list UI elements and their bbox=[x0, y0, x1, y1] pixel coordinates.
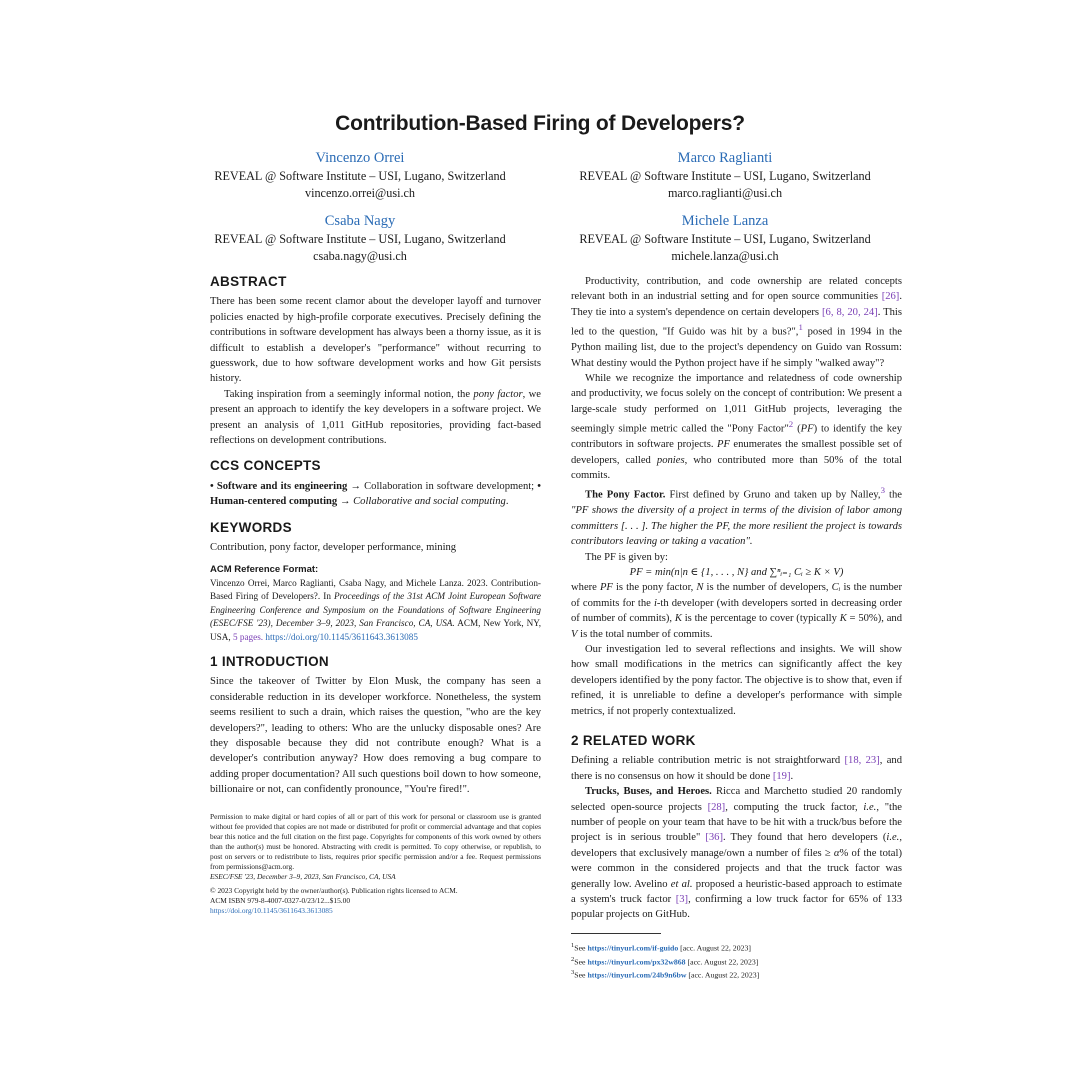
author-block bbox=[170, 148, 550, 202]
investigation-paragraph: Our investigation led to several reflections and insights. We will show how small modifications in the metrics can significantly affect the key developers identified by the pony factor. The objective is to show that, even if refined, it is unreliable to define a developer's performance with simple metrics, if not properly contextualized. bbox=[571, 643, 902, 717]
pony-factor-paragraph: The Pony Factor. First defined by Gruno and taken up by Nalley,$^3$ the "PF shows the diversity of a project in terms of the division of labor among committers [. . . ]. The higher the PF, the more resilient the project is towards contributors leaving or taking a vacation". bbox=[571, 485, 902, 548]
citation-link[interactable]: [26] bbox=[881, 291, 900, 303]
introduction-paragraph: Since the takeover of Twitter by Elon Musk, the company has seen a considerable reduction in its developer workforce. Nonetheless, the system seems resilient to such a drain, which raises the question, "who are the key developers?", leading to others: Who are the unlucky disposable ones? Are they disposable because they did not contribute enough? What is a developer's contribution anyway? How does removing a bug compare to adding proper documentation? All such questions boil down to how someone, billionaire or not, can confidently pronounce, "You're fired!". bbox=[210, 676, 541, 796]
introduction-heading: 1 INTRODUCTION bbox=[210, 653, 329, 669]
author-email[interactable]: marco.raglianti@usi.ch bbox=[667, 186, 783, 200]
footnote-marker[interactable]: 1 bbox=[798, 322, 803, 333]
author-affiliation: REVEAL @ Software Institute – USI, Lugano, Switzerland bbox=[579, 169, 871, 183]
citation-link[interactable]: [28] bbox=[707, 801, 726, 813]
footnote-marker[interactable]: 3 bbox=[880, 485, 885, 496]
left-column bbox=[210, 274, 541, 916]
author-name[interactable]: Marco Raglianti bbox=[677, 150, 773, 166]
footnote-link[interactable]: https://tinyurl.com/px32w868 bbox=[587, 957, 686, 967]
trucks-paragraph: Trucks, Buses, and Heroes. Ricca and Marchetto studied 20 randomly selected open-source projects [28], computing the truck factor, i.e., "the number of people on your team that have to be hit with a truck/bus before the project is in serious trouble" [36]. They found that hero developers (i.e., developers that exclusively manage/own a number of files ≥ α% of the total) were common in the considered projects and that the truck factor was generally low. Avelino et al. proposed a heuristic-based approach to estimate a system's truck factor [3], confirming a low truck factor for 65% of 133 popular projects on GitHub. bbox=[571, 786, 903, 921]
citation-link[interactable]: [6, 8, 20, 24] bbox=[822, 306, 878, 318]
citation-link[interactable]: [3] bbox=[675, 894, 689, 906]
doi-link[interactable]: https://doi.org/10.1145/3611643.3613085 bbox=[265, 631, 418, 642]
acm-reference: Vincenzo Orrei, Marco Raglianti, Csaba Nagy, and Michele Lanza. 2023. Contribution-Based Firing of Developers?. In Proceedings of the 31st ACM Joint European Software Engineering Conference and Symposium on the Foundations of Software Engineering (ESEC/FSE '23), December 3–9, 2023, San Francisco, CA, USA. ACM, New York, NY, USA, 5 pages. https://doi.org/10.1145/3611643.3613085 bbox=[210, 577, 541, 642]
intro-continued-paragraph: Productivity, contribution, and code ownership are related concepts relevant both in an industrial setting and for open source communities [26]. They tie into a system's dependence on certain developers [6, 8, 20, 24]. This led to the question, "If Guido was hit by a bus?",$^1$ posed in 1994 in the Python mailing list, due to the project's dependency on Guido van Rossum: What destiny would the Python project have if he simply "walked away"? bbox=[571, 276, 902, 369]
author-email[interactable]: michele.lanza@usi.ch bbox=[671, 249, 779, 263]
author-affiliation: REVEAL @ Software Institute – USI, Lugano, Switzerland bbox=[579, 232, 871, 246]
intro-continued-paragraph: While we recognize the importance and relatedness of code ownership and productivity, we focus solely on the concept of contribution: We present a large-scale study performed on 1,011 GitHub projects, leveraging the seemingly simple metric called the "Pony Factor"$^2$ (PF) to identify the key contributors in software projects. PF enumerates the smallest possible set of developers, called ponies, who contributed more than 50% of the total commits. bbox=[571, 372, 903, 481]
author-name[interactable]: Csaba Nagy bbox=[324, 213, 396, 229]
related-work-paragraph: Defining a reliable contribution metric is not straightforward [18, 23], and there is no consensus on how it should be done [19]. bbox=[571, 755, 903, 782]
ccs-concepts: • Software and its engineering → Collaboration in software development; • Human-centered computing → Collaborative and social computing. bbox=[210, 480, 541, 508]
acm-reference-heading: ACM Reference Format: bbox=[210, 563, 319, 575]
ccs-heading: CCS CONCEPTS bbox=[210, 458, 321, 474]
keywords-heading: KEYWORDS bbox=[210, 519, 292, 535]
author-affiliation: REVEAL @ Software Institute – USI, Lugano, Switzerland bbox=[214, 169, 506, 183]
abstract-paragraph: Taking inspiration from a seemingly informal notion, the pony factor, we present an approach to identify the key developers in a software project. We present an analysis of 1,011 GitHub repositories, providing fact-based reflections on development contributions. bbox=[210, 388, 542, 447]
author-name[interactable]: Vincenzo Orrei bbox=[315, 150, 405, 166]
author-block bbox=[535, 211, 915, 265]
author-name[interactable]: Michele Lanza bbox=[681, 213, 769, 229]
footnote-marker[interactable]: 2 bbox=[788, 419, 794, 430]
related-work-heading: 2 RELATED WORK bbox=[571, 732, 696, 748]
footnote-link[interactable]: https://tinyurl.com/if-guido bbox=[587, 943, 679, 953]
formula-intro: The PF is given by: bbox=[585, 551, 668, 563]
author-email[interactable]: csaba.nagy@usi.ch bbox=[313, 249, 407, 263]
footnote: $^1$See https://tinyurl.com/if-guido [acc. August 22, 2023] bbox=[571, 941, 751, 953]
pony-factor-formula: PF = min(n|n ∈ {1, . . . , N} and ∑ⁿᵢ₌₁ Cᵢ ≥ K × V) bbox=[629, 566, 844, 578]
author-block bbox=[535, 148, 915, 202]
footnote: $^3$See https://tinyurl.com/24b9n6bw [acc. August 22, 2023] bbox=[571, 969, 760, 981]
abstract-paragraph: There has been some recent clamor about the developer layoff and turnover policies enacted by high-profile corporate executives. Precisely defining the contributions in software development has always been a thorny issue, as it is difficult to establish a developer's "performance" without recurring to guesswork, due to how software development works and how Git persists history. bbox=[210, 296, 541, 385]
right-column bbox=[571, 274, 902, 981]
permission-doi-link[interactable]: https://doi.org/10.1145/3611643.3613085 bbox=[210, 905, 333, 915]
footnotes bbox=[571, 940, 902, 981]
author-affiliation: REVEAL @ Software Institute – USI, Lugano, Switzerland bbox=[214, 232, 506, 246]
footnote-link[interactable]: https://tinyurl.com/24b9n6bw bbox=[587, 971, 687, 981]
citation-link[interactable]: [18, 23] bbox=[844, 755, 880, 767]
permission-notice: Permission to make digital or hard copies of all or part of this work for personal or classroom use is granted without fee provided that copies are not made or distributed for profit or commercial advantage and that copies bear this notice and the full citation on the first page. Copyrights for components of this work owned by others than the author(s) must be honored. Abstracting with credit is permitted. To copy otherwise, or republish, to post on servers or to redistribute to lists, requires prior specific permission and/or a fee. Request permissions from permissions@acm.org. ESEC/FSE '23, December 3–9, 2023, San Francisco, CA, USA © 2023 Copyright held by the owner/author(s). Publication rights licensed to ACM. ACM ISBN 979-8-4007-0327-0/23/12...$15.00 https://doi.org/10.1145/3611643.3613085 bbox=[210, 811, 541, 915]
paper-title: Contribution-Based Firing of Developers? bbox=[335, 112, 745, 135]
footnote: $^2$See https://tinyurl.com/px32w868 [acc. August 22, 2023] bbox=[571, 955, 759, 967]
citation-link[interactable]: [36] bbox=[705, 832, 723, 844]
author-block bbox=[170, 211, 550, 265]
author-email[interactable]: vincenzo.orrei@usi.ch bbox=[304, 186, 416, 200]
abstract-heading: ABSTRACT bbox=[210, 274, 287, 289]
formula-explanation: where PF is the pony factor, N is the number of developers, Cᵢ is the number of commits for the i-th developer (with developers sorted in decreasing order of number of commits), K is the percentage to cover (typically K = 50%), and V is the total number of commits. bbox=[571, 582, 902, 640]
pages-link[interactable]: 5 pages. bbox=[232, 631, 264, 642]
citation-link[interactable]: [19] bbox=[772, 770, 791, 782]
keywords: Contribution, pony factor, developer performance, mining bbox=[210, 542, 457, 554]
footnote-rule bbox=[571, 933, 661, 934]
